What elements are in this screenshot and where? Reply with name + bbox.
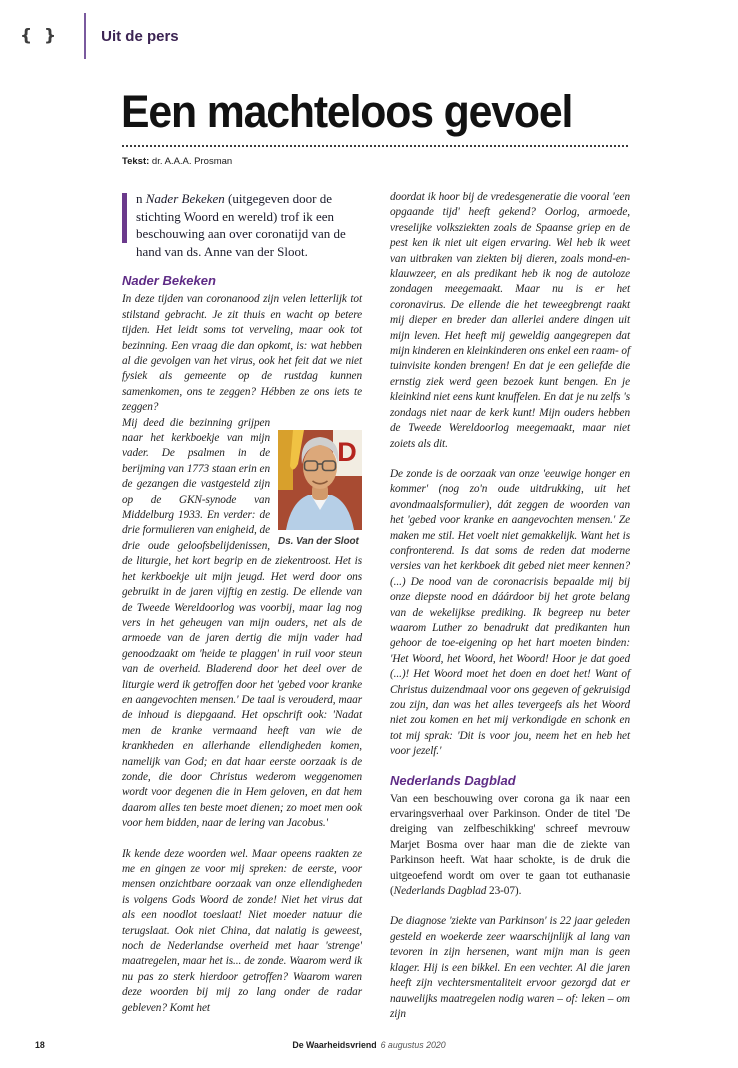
paragraph-text: Mij deed die bezinning grijpen naar het kerkboekje van mijn vader. De psalmen in de berijming van 1773 staan erin en de gezangen die vastgesteld zijn op de GKN-synode van Middelburg 1933. En verder: de drie formulieren van enigheid, de drie oude geloofsbelijdenissen, de liturgie, het kort begrip en de ziekentroost. Het is het kerkboekje uit mijn jeugd. Het werd door ons gebruikt in de jaren vijftig en zestig. De ellende van de Tweede Wereldoorlog was voorbij, maar lag nog vers in het geheugen van mijn ouders, net als de armoede van de jaren dertig die mijn vader had genoodzaakt om 'heide te plaggen' in ruil voor steun van de overheid. Bladerend door het deel over de liturgie werd ik getroffen door het 'gebed voor kranke en aangevochten mensen.' De taal is verouderd, maar de inhoud is diepgaand. Het opschrift ook: 'Nadat men de kranke vermaand heeft van wie de krankheden en allerhande ellendigheden komen, namelijk van God; en dat haar eerste oorzaak is de zonde, die door Christus wederom weggenomen wordt voor degenen die in Hem geloven, en dat hem daarom alles ten beste moet dienen; zo moet men ook voor hem bidden, naar de lering van Jacobus.' bbox=[122, 416, 362, 830]
dotted-rule bbox=[122, 145, 628, 147]
intro-lead-start: n bbox=[136, 191, 146, 206]
paragraph-with-photo bbox=[122, 416, 362, 832]
svg-text:D: D bbox=[337, 436, 357, 467]
paragraph: De diagnose 'ziekte van Parkinson' is 22 jaar geleden gesteld en woekerde zeer waarschijnlijk al lang van tevoren in zijn hersenen, want mijn man is geen klager. Hij is een bikkel. En een vechter. Al die jaren heeft zijn vechtersmentaliteit ervoor gezorgd dat er nauwelijks maatregelen nodig waren – of: leken – om zijn bbox=[390, 915, 630, 1020]
paragraph: In deze tijden van coronanood zijn velen letterlijk tot stilstand gebracht. Je zit thuis en wacht op betere tijden. Het leidt soms tot verveling, maar ook tot bezinning. Een vraag die dan opkomt, is: wat hebben al die gevolgen van het virus, ook het feit dat we niet fysiek als gemeente op de rustdag kunnen samenkomen, ons te zeggen? Hébben ze ons iets te zeggen? bbox=[122, 293, 362, 414]
paragraph: doordat ik hoor bij de vredesgeneratie die vooral 'een opgaande tijd' heeft gekend? Oorlog, armoede, vreselijke volksziekten zoals de Spaanse griep en de pest ken ik niet uit eigen ervaring. Wel heb ik weet van uitbraken van ziekten bij dieren, zoals mond-en-klauwzeer, en als predikant heb ik nog de autoloze zondagen meegemaakt. Maar nu is er het coronavirus. De ellende die het teweegbrengt raakt mij dieper en breder dan allerlei andere dingen uit mijn leven. Het heeft mij geweldig aangegrepen dat mijn kinderen en kleinkinderen ons enkel een raam- of tuinvisite konden brengen! En dat je een geliefde die ernstig ziek werd geen bezoek kunt bengen. En je kleinkind niet eens kunt knuffelen. En dat je nu zelfs 's zondags niet naar de kerk kunt! Mijn ouders hebben de Tweede Wereldoorlog meegemaakt, maar niet zoiets als dit. bbox=[390, 191, 630, 450]
byline-name: dr. A.A.A. Prosman bbox=[149, 156, 233, 167]
paragraph: De zonde is de oorzaak van onze 'eeuwige honger en kommer' (nog zo'n oude uitdrukking, uit het avondmaalsformulier), dát zeggen de woorden van het 'gebed voor kranke en aangevochten mensen.' Ze maken me stil. Het voelt niet gemakkelijk. Want het is confronterend. Is dat soms de reden dat moderne versies van het kerkboek dit gebed niet meer kennen? (...) De nood van de coronacrisis bepaalde mij bij onze diepste nood en dáárdoor bij het grote belang van de wekelijkse prediking. Ik begreep nu beter waarom Luther zo benadrukt dat predikanten hun gehoor de toe-eigening op het hart moeten binden: 'Het Woord, het Woord, het Woord! Hoor je dat goed (...)! Het Woord moet het doen en doet het! Want of Christus duizendmaal voor ons gegeven of gekruisigd zou zijn, dan was het alles tevergeefs als het Woord niet zou komen en het mij verkondigde en schonk en tot mij sprak: 'Dit is voor jou, neem het en heb het voor jezelf.' bbox=[390, 467, 630, 758]
paragraph: Ik kende deze woorden wel. Maar opeens raakten ze me en gingen ze voor mij spreken: de eerste, voor mensen onzichtbare oorzaak van onze ellendigheden is volgens Gods Woord de zonde! Niet het virus dat als een noodlot toeslaat! Niet moeder natuur die terugslaat. Ook niet China, dat nalatig is geweest, noch de Nederlandse overheid met haar 'strenge' maatregelen, maar het is... de zonde. Waarom werd ik nu pas zo sterk hierdoor getroffen? Waarom waren deze woorden bij mij zo lang onder de radar gebleven? Komt het bbox=[122, 847, 362, 1014]
magazine-name: De Waarheidsvriend bbox=[292, 1040, 377, 1050]
intro-source-title: Nader Bekeken bbox=[145, 191, 225, 206]
dropcap-bar bbox=[122, 193, 127, 243]
paragraph-text: 23-07). bbox=[486, 885, 522, 898]
cited-publication: Nederlands Dagblad bbox=[393, 885, 487, 898]
kicker-divider bbox=[84, 13, 86, 59]
paragraph-text: Van een beschouwing over corona ga ik naar een ervaringsverhaal over Parkinson. Onder de titel 'De dreiging van zelfbeschikking' schreef mevrouw Marjet Bosma over haar man die de ziekte van Parkinson heeft. Wat haar schokte, is de druk die uitgeoefend wordt om over te gaan tot euthanasie ( bbox=[390, 792, 630, 898]
photo-block bbox=[278, 430, 362, 549]
section-heading-nederlands-dagblad: Nederlands Dagblad bbox=[390, 772, 516, 788]
page-number: 18 bbox=[35, 1040, 45, 1050]
intro-paragraph bbox=[122, 190, 362, 260]
kicker-label: Uit de pers bbox=[101, 27, 179, 45]
left-column bbox=[122, 190, 362, 1022]
page-header bbox=[20, 12, 179, 60]
article-title: Een machteloos gevoel bbox=[121, 86, 573, 137]
byline bbox=[122, 156, 232, 167]
photo-caption: Ds. Van der Sloot bbox=[278, 535, 359, 547]
issue-date: 6 augustus 2020 bbox=[380, 1040, 446, 1050]
section-heading-nader-bekeken: Nader Bekeken bbox=[122, 273, 216, 289]
footer-center bbox=[0, 1040, 738, 1050]
byline-label: Tekst: bbox=[122, 156, 150, 167]
right-column bbox=[390, 190, 630, 1022]
intro-lead-rest: (uitgegeven door de stichting Woord en wereld) trof ik een beschouwing aan over coronatijd van de hand van ds. Anne van der Sloot. bbox=[136, 191, 346, 259]
article-body bbox=[122, 190, 630, 1022]
portrait-photo bbox=[278, 430, 362, 530]
paragraph bbox=[390, 792, 630, 900]
brace-logo-icon: { } bbox=[20, 26, 60, 46]
page-footer bbox=[0, 1040, 738, 1056]
